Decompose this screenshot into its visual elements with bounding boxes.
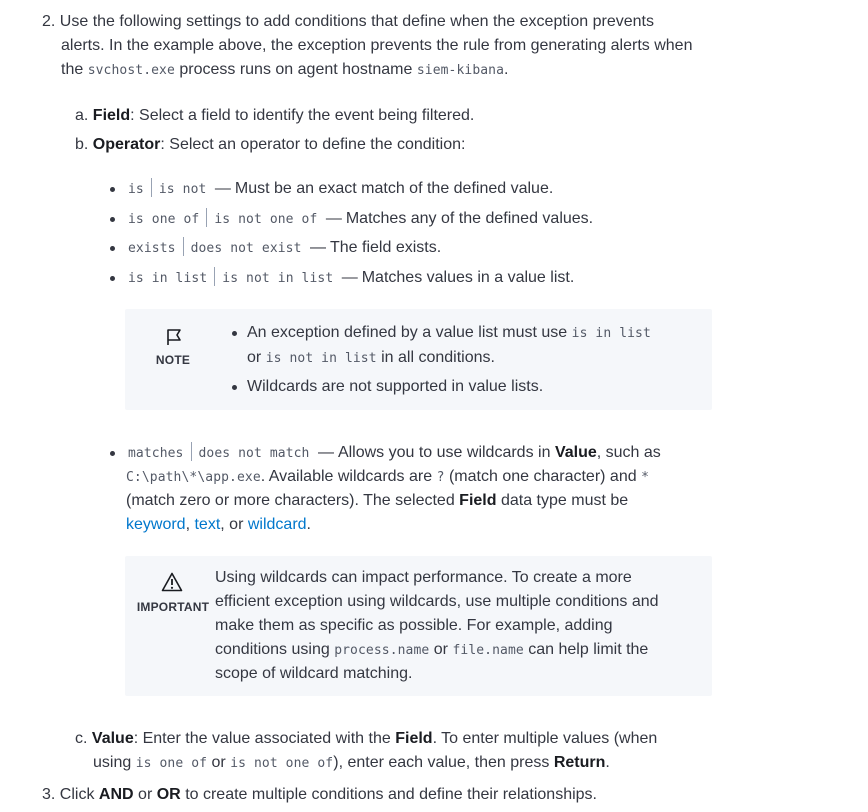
- separator: [191, 442, 192, 461]
- operator-item-is-one-of: is one of is not one of — Matches any of the defined values.: [128, 210, 594, 227]
- note-bullet-1-line-2: or is not in list in all conditions.: [247, 349, 495, 366]
- flag-icon: [165, 328, 183, 346]
- step-2-line-2: alerts. In the example above, the exception prevents the rule from generating alerts when: [61, 37, 693, 54]
- operator-item-exists: exists does not exist — The field exists.: [128, 239, 442, 256]
- bullet-marker: [232, 385, 237, 390]
- separator: [183, 237, 184, 256]
- operator-item-is-in-list: is in list is not in list — Matches values in a value list.: [128, 269, 575, 286]
- important-line-3: make them as specific as possible. For example, adding: [215, 617, 613, 634]
- note-bullet-2: Wildcards are not supported in value lists.: [247, 378, 544, 395]
- note-callout: [125, 309, 712, 410]
- term-or: OR: [156, 786, 181, 803]
- sub-step-c-line-1: c. Value: Enter the value associated with the Field. To enter multiple values (when: [75, 730, 658, 747]
- sub-step-c-line-2: using is one of or is not one of), enter each value, then press Return.: [93, 754, 610, 771]
- term-and: AND: [98, 786, 134, 803]
- important-label: IMPORTANT: [136, 600, 210, 614]
- inline-code-svchost: svchost.exe: [87, 63, 175, 78]
- important-callout: [125, 556, 712, 696]
- matches-line-2: C:\path\*\app.exe. Available wildcards are ? (match one character) and *: [126, 468, 650, 485]
- bullet-marker: [110, 246, 115, 251]
- separator: [214, 267, 215, 286]
- warning-icon: [161, 572, 183, 592]
- bullet-marker: [110, 276, 115, 281]
- bullet-marker: [110, 217, 115, 222]
- link-text[interactable]: text: [194, 516, 221, 533]
- important-line-1: Using wildcards can impact performance. To create a more: [215, 569, 632, 586]
- important-line-5: scope of wildcard matching.: [215, 665, 413, 682]
- term-field: Field: [92, 107, 131, 124]
- step-2-line-1: 2. Use the following settings to add conditions that define when the exception prevents: [42, 13, 654, 30]
- step-3: 3. Click AND or OR to create multiple conditions and define their relationships.: [42, 786, 597, 803]
- bullet-marker: [110, 187, 115, 192]
- term-value: Value: [554, 444, 597, 461]
- term-return: Return: [553, 754, 606, 771]
- important-line-2: efficient exception using wildcards, use multiple conditions and: [215, 593, 659, 610]
- sub-step-b: b. Operator: Select an operator to define the condition:: [75, 136, 466, 153]
- important-line-4: conditions using process.name or file.name can help limit the: [215, 641, 649, 658]
- separator: [206, 208, 207, 227]
- bullet-marker: [110, 451, 115, 456]
- link-keyword[interactable]: keyword: [126, 516, 186, 533]
- matches-line-1: matches does not match — Allows you to use wildcards in Value, such as: [128, 444, 661, 461]
- bullet-marker: [232, 331, 237, 336]
- note-label: NOTE: [155, 353, 191, 367]
- matches-line-3: (match zero or more characters). The selected Field data type must be: [126, 492, 629, 509]
- step-2-number: 2.: [42, 13, 56, 30]
- note-bullet-1-line-1: An exception defined by a value list must use is in list: [247, 324, 651, 341]
- matches-line-4: keyword, text, or wildcard.: [126, 516, 311, 533]
- sub-step-a: a. Field: Select a field to identify the event being filtered.: [75, 107, 475, 124]
- operator-item-is: is is not — Must be an exact match of the defined value.: [128, 180, 554, 197]
- term-operator: Operator: [92, 136, 161, 153]
- step-3-number: 3.: [42, 786, 56, 803]
- term-value: Value: [91, 730, 134, 747]
- step-2-line-3: the svchost.exe process runs on agent hostname siem-kibana.: [61, 61, 509, 78]
- separator: [151, 178, 152, 197]
- inline-code-hostname: siem-kibana: [416, 63, 505, 78]
- link-wildcard[interactable]: wildcard: [247, 516, 307, 533]
